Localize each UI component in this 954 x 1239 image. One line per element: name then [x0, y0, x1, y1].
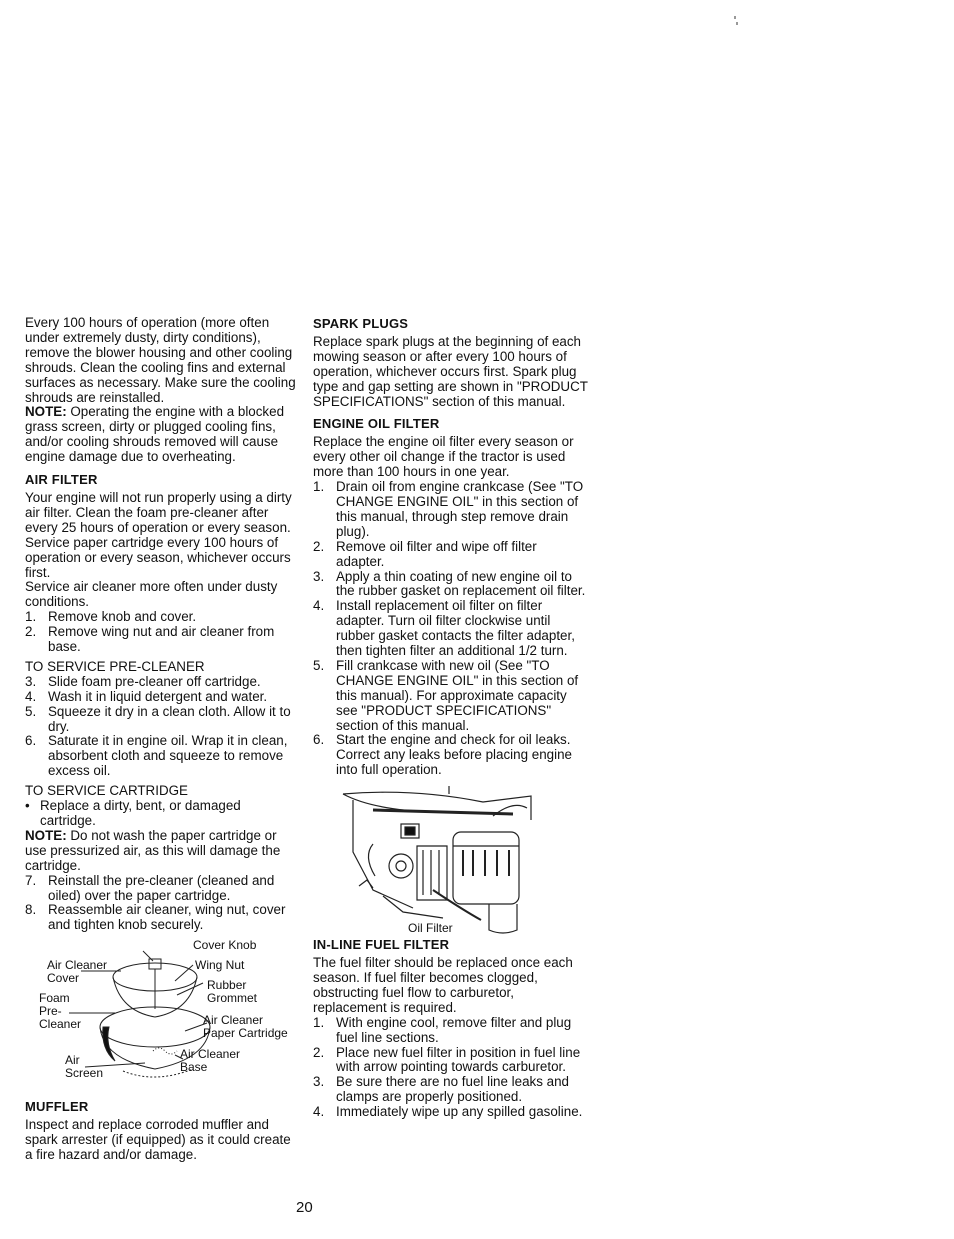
air-filter-body: Your engine will not run properly using a dirty air filter. Clean the foam pre-cleaner after every 25 hours of operation or every season. Service paper cartridge every 100 hours of operation or every season, whichever occurs first. [25, 489, 292, 580]
cartridge-heading: TO SERVICE CARTRIDGE [25, 783, 188, 799]
spark-plugs-heading: SPARK PLUGS [313, 316, 409, 331]
label-wing-nut: Wing Nut [195, 958, 245, 973]
list-item: 2. Remove wing nut and air cleaner from base. [25, 624, 275, 655]
note2-label: NOTE: [25, 827, 67, 843]
spark-plugs-body: Replace spark plugs at the beginning of each mowing season or after every 100 hours of operation, whichever occurs first. Spark plug type and gap setting are shown in "PRODUCT SPECIFICATIONS" section of this manual. [313, 333, 588, 409]
label-air-cleaner-cover: Air Cleaner Cover [47, 958, 108, 986]
cartridge-steps [25, 874, 300, 934]
fuel-filter-steps [313, 1016, 588, 1120]
precleaner-heading: TO SERVICE PRE-CLEANER [25, 658, 205, 674]
air-cleaner-figure [25, 939, 300, 1094]
muffler-heading: MUFFLER [25, 1099, 89, 1115]
note-paragraph [25, 405, 300, 465]
fuel-filter-body: The fuel filter should be replaced once each season. If fuel filter becomes clogged, obstructing fuel flow to carburetor, replacement is required. [313, 955, 573, 1015]
note-text: Operating the engine with a blocked grass screen, dirty or plugged cooling fins, and/or cooling shrouds removed will cause engine damage due to overheating. [25, 404, 285, 465]
oil-filter-heading: ENGINE OIL FILTER [313, 416, 440, 432]
label-rubber-grommet: Rubber Grommet [207, 978, 258, 1006]
oil-filter-figure [313, 780, 588, 938]
list-item: 1. Drain oil from engine crankcase (See "TO CHANGE ENGINE OIL" in this section of this manual, through step remove drain plug). [313, 479, 584, 539]
list-item: 1. With engine cool, remove filter and plug fuel line sections. [313, 1014, 572, 1045]
engine-oil-filter-illustration [313, 780, 588, 938]
list-item: 5. Squeeze it dry in a clean cloth. Allow it to dry. [25, 703, 291, 734]
air-filter-steps-a [25, 610, 300, 655]
list-item: 4. Immediately wipe up any spilled gasoline. [313, 1104, 583, 1120]
label-air-screen: Air Screen [65, 1053, 104, 1081]
cartridge-bullets [25, 799, 300, 829]
left-column [25, 316, 300, 1163]
label-cover-knob: Cover Knob [193, 938, 257, 953]
label-air-cleaner-base: Air Cleaner Base [180, 1047, 241, 1075]
oil-filter-body: Replace the engine oil filter every season or every other oil change if the tractor is used more than 100 hours in one year. [313, 434, 574, 480]
list-item: 6. Start the engine and check for oil leaks. Correct any leaks before placing engine into full operation. [313, 732, 572, 778]
list-item: 3. Slide foam pre-cleaner off cartridge. [25, 673, 261, 689]
oil-filter-steps [313, 480, 588, 778]
list-item: 1. Remove knob and cover. [25, 609, 197, 625]
list-item: 2. Remove oil filter and wipe off filter adapter. [313, 538, 537, 569]
note2-text: Do not wash the paper cartridge or use pressurized air, as this will damage the cartridge. [25, 827, 281, 873]
list-item: 4. Install replacement oil filter on filter adapter. Turn oil filter clockwise until rubber gasket contacts the filter adapter, then tighten filter an additional 1/2 turn. [313, 598, 575, 659]
list-item: 4. Wash it in liquid detergent and water. [25, 688, 268, 704]
list-item: • Replace a dirty, bent, or damaged cartridge. [25, 798, 241, 828]
page-number: 20 [296, 1199, 313, 1216]
label-paper-cartridge: Air Cleaner Paper Cartridge [203, 1013, 288, 1041]
list-item: 3. Apply a thin coating of new engine oil to the rubber gasket on replacement oil filter. [313, 568, 586, 599]
note-label: NOTE: [25, 404, 67, 420]
list-item: 7. Reinstall the pre-cleaner (cleaned and oiled) over the paper cartridge. [25, 872, 275, 903]
fuel-filter-heading: IN-LINE FUEL FILTER [313, 937, 450, 953]
label-foam-precleaner: Foam Pre- Cleaner [39, 991, 82, 1032]
list-item: 5. Fill crankcase with new oil (See "TO CHANGE ENGINE OIL" in this section of this manual). For approximate capacity see "PRODUCT SPECIFICATIONS" section of this manual. [313, 657, 579, 733]
precleaner-steps [25, 675, 300, 779]
scan-speck [734, 16, 736, 19]
air-filter-heading: AIR FILTER [25, 472, 98, 488]
right-column [313, 316, 588, 1120]
intro-paragraph: Every 100 hours of operation (more often under extremely dusty, dirty conditions), remove the blower housing and other cooling shrouds. Clean the cooling fins and external surfaces as necessary. Make sure the cooling shrouds are reinstalled. [25, 315, 296, 405]
list-item: 2. Place new fuel filter in position in fuel line with arrow pointing towards carburetor. [313, 1044, 581, 1075]
label-oil-filter: Oil Filter [408, 921, 453, 936]
muffler-body: Inspect and replace corroded muffler and spark arrester (if equipped) as it could create a fire hazard and/or damage. [25, 1117, 291, 1162]
air-filter-body-dusty: Service air cleaner more often under dusty conditions. [25, 579, 278, 610]
scan-speck [736, 22, 738, 25]
list-item: 6. Saturate it in engine oil. Wrap it in clean, absorbent cloth and squeeze to remove excess oil. [25, 733, 288, 779]
note2-paragraph [25, 829, 300, 874]
list-item: 8. Reassemble air cleaner, wing nut, cover and tighten knob securely. [25, 902, 286, 933]
list-item: 3. Be sure there are no fuel line leaks and clamps are properly positioned. [313, 1074, 569, 1105]
